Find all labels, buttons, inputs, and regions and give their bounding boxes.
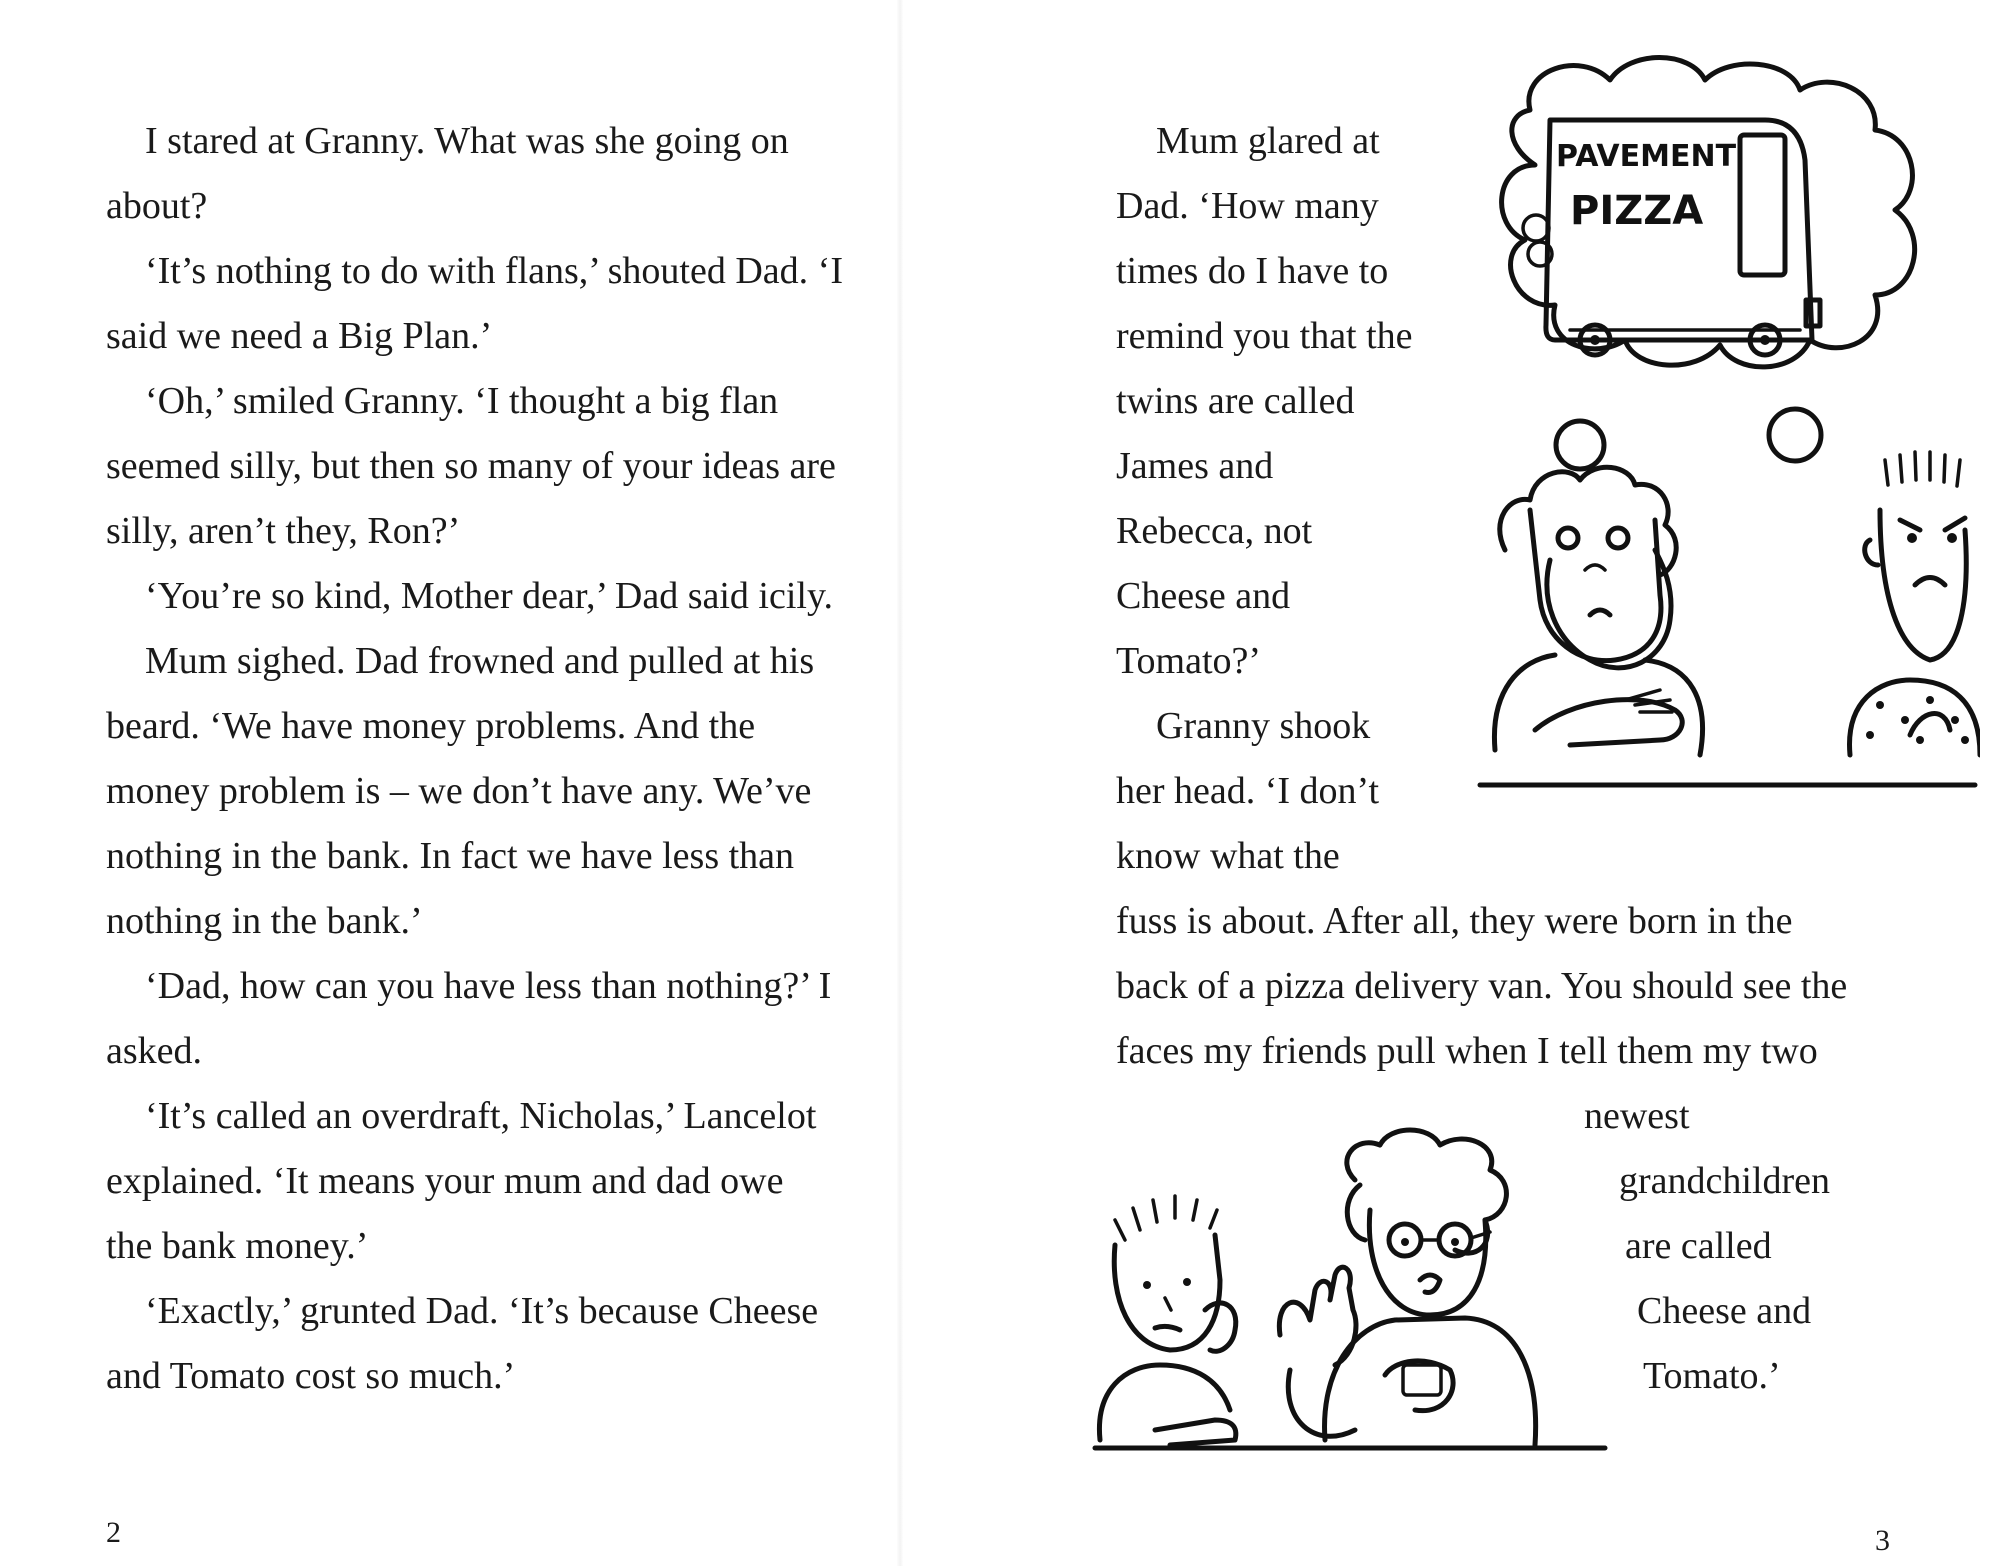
text-line: ‘Exactly,’ grunted Dad. ‘It’s because Cheese xyxy=(145,1290,819,1332)
text-line: Cheese and xyxy=(1116,575,1291,617)
text-line: ‘Dad, how can you have less than nothing?’ I xyxy=(145,965,832,1007)
text-line: newest xyxy=(1584,1095,1690,1137)
page-number: 2 xyxy=(106,1516,121,1549)
text-line: know what the xyxy=(1116,835,1340,877)
left-page xyxy=(0,0,900,1566)
dad-figure xyxy=(1494,467,1702,755)
text-line: Tomato.’ xyxy=(1643,1355,1781,1397)
illustration-granny-and-boy xyxy=(1085,1120,1640,1480)
van-sign-line1: PAVEMENT xyxy=(1556,139,1737,174)
text-line: Cheese and xyxy=(1637,1290,1812,1332)
text-line: about? xyxy=(106,185,208,227)
text-line: Dad. ‘How many xyxy=(1116,185,1379,227)
text-line: explained. ‘It means your mum and dad owe xyxy=(106,1160,784,1202)
thought-bubble-small xyxy=(1556,421,1604,469)
thought-cloud xyxy=(1502,58,1915,367)
text-line: nothing in the bank.’ xyxy=(106,900,423,942)
text-line: fuss is about. After all, they were born in the xyxy=(1116,900,1793,942)
text-line: times do I have to xyxy=(1116,250,1389,292)
text-line: twins are called xyxy=(1116,380,1355,422)
text-line: Rebecca, not xyxy=(1116,510,1313,552)
text-line: Granny shook xyxy=(1156,705,1371,747)
text-line: asked. xyxy=(106,1030,203,1072)
text-line: the bank money.’ xyxy=(106,1225,369,1267)
text-line: silly, aren’t they, Ron?’ xyxy=(106,510,461,552)
text-line: money problem is – we don’t have any. We’ve xyxy=(106,770,812,812)
text-line: Mum sighed. Dad frowned and pulled at his xyxy=(145,640,815,682)
text-line: ‘It’s called an overdraft, Nicholas,’ Lancelot xyxy=(145,1095,817,1137)
text-line: ‘It’s nothing to do with flans,’ shouted Dad. ‘I xyxy=(145,250,843,292)
illustration-pizza-van-thought xyxy=(1460,40,1980,860)
text-line: nothing in the bank. In fact we have less than xyxy=(106,835,795,877)
text-line: Mum glared at xyxy=(1156,120,1380,162)
text-line: ‘Oh,’ smiled Granny. ‘I thought a big flan xyxy=(145,380,779,422)
text-line: James and xyxy=(1116,445,1274,487)
text-line: seemed silly, but then so many of your ideas are xyxy=(106,445,836,487)
page-number: 3 xyxy=(1875,1524,1890,1557)
text-line: ‘You’re so kind, Mother dear,’ Dad said icily. xyxy=(145,575,833,617)
thought-bubble-small xyxy=(1769,409,1821,461)
text-line: and Tomato cost so much.’ xyxy=(106,1355,516,1397)
granny-figure xyxy=(1279,1130,1535,1445)
text-line: her head. ‘I don’t xyxy=(1116,770,1380,812)
text-line: grandchildren xyxy=(1619,1160,1831,1202)
text-line: I stared at Granny. What was she going on xyxy=(145,120,789,162)
text-line: said we need a Big Plan.’ xyxy=(106,315,493,357)
boy-figure xyxy=(1099,1196,1235,1445)
van-sign-line2: PIZZA xyxy=(1570,188,1704,234)
text-line: faces my friends pull when I tell them my two xyxy=(1116,1030,1818,1072)
pizza-van xyxy=(1523,120,1820,355)
text-line: remind you that the xyxy=(1116,315,1413,357)
text-line: back of a pizza delivery van. You should see the xyxy=(1116,965,1848,1007)
mum-figure xyxy=(1850,452,1980,755)
text-line: beard. ‘We have money problems. And the xyxy=(106,705,756,747)
text-line: Tomato?’ xyxy=(1116,640,1262,682)
text-line: are called xyxy=(1625,1225,1772,1267)
